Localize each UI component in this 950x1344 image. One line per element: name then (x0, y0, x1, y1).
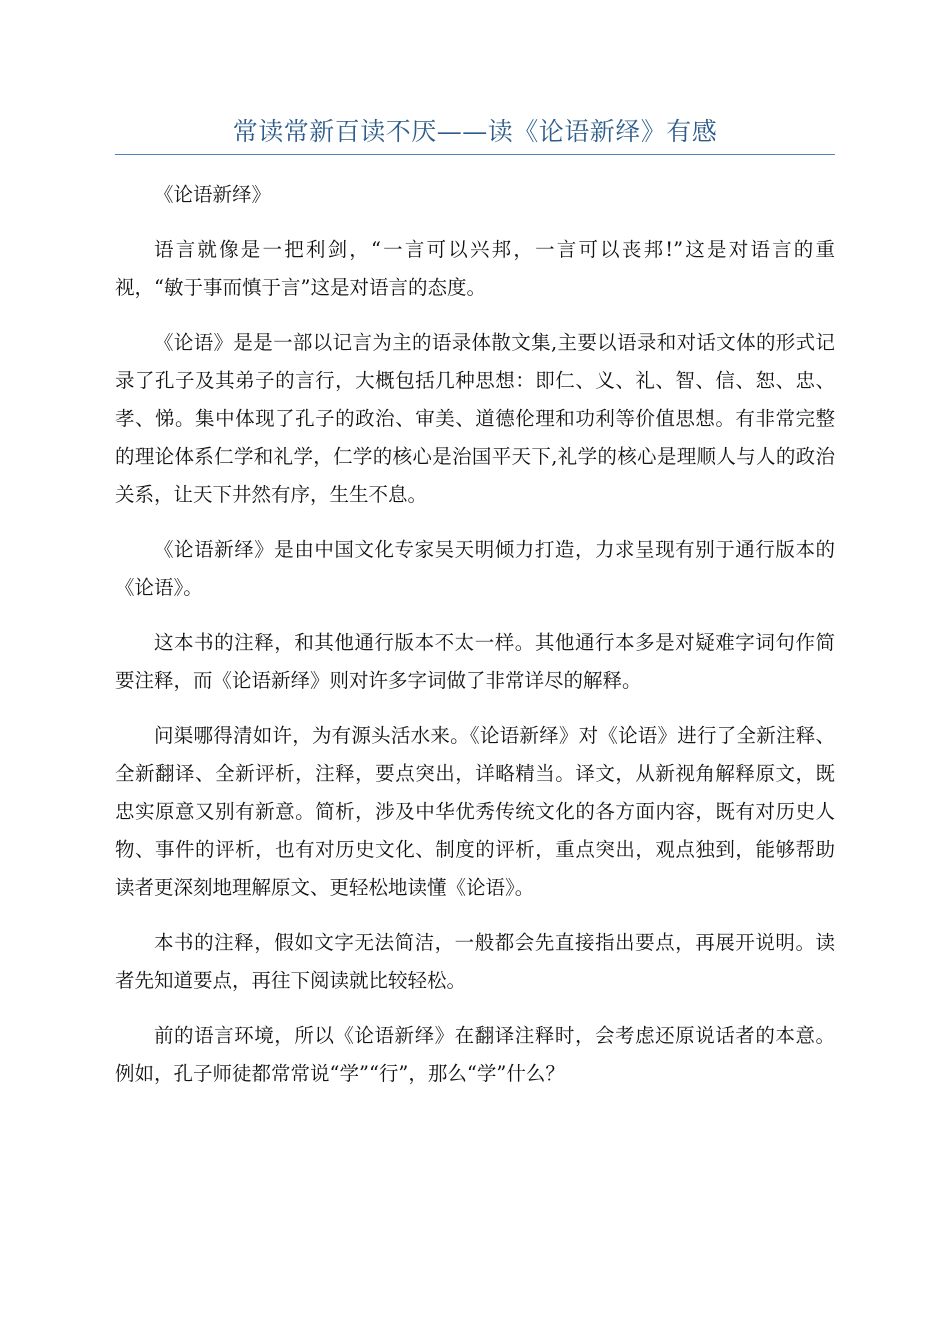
document-title: 常读常新百读不厌——读《论语新绎》有感 (232, 117, 718, 146)
paragraph-3: 《论语新绎》是由中国文化专家吴天明倾力打造，力求呈现有别于通行版本的《论语》。 (115, 538, 835, 599)
paragraph-7: 前的语言环境，所以《论语新绎》在翻译注释时，会考虑还原说话者的本意。例如，孔子师徒都常常说“学”“行”，那么“学”什么？ (115, 1024, 835, 1085)
paragraph-5: 问渠哪得清如许，为有源头活水来。《论语新绎》对《论语》进行了全新注释、全新翻译、全新评析，注释，要点突出，详略精当。译文，从新视角解释原文，既忠实原意又别有新意。简析，涉及中华优秀传统文化的各方面内容，既有对历史人物、事件的评析，也有对历史文化、制度的评析，重点突出，观点独到，能够帮助读者更深刻地理解原文、更轻松地读懂《论语》。 (115, 724, 835, 899)
paragraph-4: 这本书的注释，和其他通行版本不太一样。其他通行本多是对疑难字词句作简要注释，而《论语新绎》则对许多字词做了非常详尽的解释。 (115, 631, 835, 692)
book-title-line: 《论语新绎》 (154, 183, 272, 206)
paragraph-1: 语言就像是一把利剑，“一言可以兴邦，一言可以丧邦!”这是对语言的重视，“敏于事而慎于言”这是对语言的态度。 (115, 238, 835, 299)
paragraph-6: 本书的注释，假如文字无法简洁，一般都会先直接指出要点，再展开说明。读者先知道要点，再往下阅读就比较轻松。 (115, 931, 835, 992)
paragraph-2: 《论语》是是一部以记言为主的语录体散文集,主要以语录和对话文体的形式记录了孔子及其弟子的言行，大概包括几种思想：即仁、义、礼、智、信、恕、忠、孝、悌。集中体现了孔子的政治、审美、道德伦理和功利等价值思想。有非常完整的理论体系仁学和礼学，仁学的核心是治国平天下,礼学的核心是理顺人与人的政治关系，让天下井然有序，生生不息。 (115, 331, 835, 506)
document-body (115, 176, 835, 1110)
title-underline (115, 154, 835, 155)
